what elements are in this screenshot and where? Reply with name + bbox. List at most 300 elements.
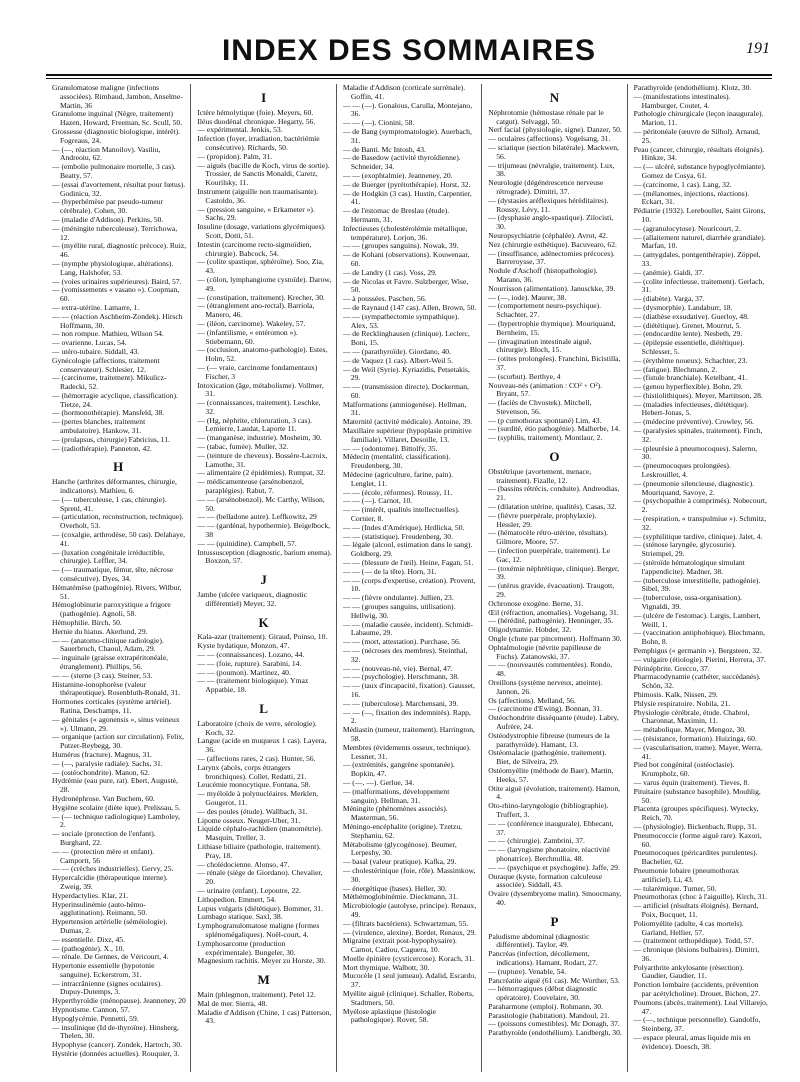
index-entry: — légale (alcool, estimation dans le sang). Goldberg, 29.: [342, 540, 473, 559]
index-entry: — (infantilisme, « entéromon »). Stiebemann, 60.: [197, 327, 298, 346]
index-entry: — (amygdales, pontgenthérapie). Zöppel, 33.: [633, 250, 761, 268]
index-entry: — basal (valeur pratique). Kafka, 29.: [342, 857, 457, 867]
index-entry: — inguinale (graisse extrapéritonéale, étranglement). Phillips, 56.: [52, 653, 168, 671]
index-entry: Poliomyélite (adulte, 4 cas mortels). Garland, Hellier, 57.: [633, 918, 744, 937]
index-entry: Hystérie (données actuelles). Rouquier, 3.: [52, 1049, 180, 1059]
index-entry: — (dystasies aréflexiques héréditaires). Roussy, Lévy, 11.: [488, 195, 609, 214]
index-entry: Intestin (carcinome recto-sigmoïdien, chirurgie). Babcock, 54.: [197, 239, 312, 258]
index-entry: — — (nécroses des membres). Steinthal, 32.: [342, 646, 468, 664]
index-entry: Main (phlegmon, traitement). Petel 12.: [197, 989, 316, 999]
index-entry: — — (traitement biologique). Ymaz Appathie, 18.: [197, 676, 309, 695]
section-letter: K: [258, 614, 269, 630]
index-entry: — de Kohani (observations). Kouwenaar, 60.: [342, 250, 470, 268]
index-entry: Obstétrique (avortement, menace, traitement). Fizalle, 12.: [488, 466, 592, 485]
index-entry: — (paralysies spinales, traitement). Finch, 32.: [633, 426, 763, 444]
index-entry: Magnesium rachitis. Meyer zu Horste, 30.: [197, 956, 326, 966]
index-entry: — urinaire (enfant). Lepoutre, 22.: [197, 885, 301, 895]
index-entry: Neurologie (dégénérescence nerveuse rétrograde). Dimitri, 37.: [488, 178, 604, 196]
index-entry: — (vomissements « vasano »). Coopman, 60.: [52, 285, 180, 304]
index-entry: — (carcinome, traitement). Mikulicz-Radecki, 52.: [52, 373, 167, 392]
index-entry: — — (— de la tête). Horn, 31.: [342, 566, 437, 576]
index-entry: — utéro-tubaire. Siddall, 43.: [52, 346, 140, 356]
index-entry: Lumbago statique. Saxl, 38.: [197, 912, 283, 922]
index-entry: — oculaires (affections). Vogelsang, 31.: [488, 134, 611, 144]
index-entry: Hyperinsulinémie (auto-hémo-agglutination). Reimann, 50.: [52, 899, 148, 918]
index-entry: — (psychopathie à comprimés). Nobecourt, 2.: [633, 496, 767, 515]
index-entry: — (agranulocytose). Nouricourt, 2.: [633, 223, 741, 233]
index-entry: — (—, iode). Maurer, 38.: [488, 292, 567, 302]
index-entry: — — (anatomo-clinique radiologie). Sauerbruch, Chaoul, Adam, 29.: [52, 635, 164, 654]
index-entry: — de Nicolas et Favre. Sulzberger, Wise, 50.: [342, 276, 469, 295]
index-entry: Nourrisson (alimentation). Janusckke, 39.: [488, 283, 616, 293]
index-entry: Méthémoglobinémie. Dieckmann, 31.: [342, 892, 459, 902]
index-entry: — (hormonothérapie). Mansfeld, 38.: [52, 408, 165, 418]
index-entry: — (ulcère de l'estomac). Largis, Lambert, Weill, 1.: [633, 610, 761, 629]
index-entry: Microbiologie (autolyse, principe). Renaux, 49.: [342, 901, 477, 919]
index-entry: — (pneumonie silencieuse, diagnostic). Mouriquand, Savoye, 2.: [633, 478, 755, 497]
index-entry: — (surdité, étio pathogénie). Malherbe, 14.: [488, 424, 621, 434]
index-entry: — (étranglement ano-rectal). Barriola, Manero, 46.: [197, 301, 315, 320]
index-entry: — essentielle. Dixz, 45.: [52, 934, 125, 944]
index-entry: Pemphigus (« germanin »). Bergsteen, 32.: [633, 646, 762, 655]
index-entry: — (connaissances, traitement). Leschke, 32.: [197, 398, 321, 416]
index-entry: — (extrémités, gangrène spontanée). Bopkin, 47.: [342, 760, 455, 779]
index-entry: — — (chirurgie). Zambrini, 37.: [488, 836, 585, 846]
index-entry: — (fatigue). Blechmann, 2.: [633, 364, 718, 374]
index-entry: Nouveau-nés (animation : CO² + O²). Bryant, 57.: [488, 380, 603, 399]
index-entry: Ponction lombaire (accidents, prévention par acétylcholine). Drouet, Bichon, 27.: [633, 980, 761, 999]
index-entry: — — (conférence inaugurale). Ebbecant, 37.: [488, 818, 614, 837]
index-entry: — (utérus gravide, évacuation). Traugott, 29.: [488, 581, 615, 600]
index-entry: — (— technique radiologique) Lamboley, 2.: [52, 811, 180, 830]
index-entry: Maladie d'Addison (corticale surrénale). Goffin, 41.: [342, 84, 466, 101]
index-entry: Hernie du hiatus. Akerlund, 29.: [52, 626, 148, 636]
index-entry: — (épilepsie essentielle, diététique). Schlesser, 5.: [633, 338, 745, 356]
index-entry: — — (nouveau-né, vie). Bernal, 47.: [342, 663, 453, 673]
index-entry: Hémophilie. Birch, 50.: [52, 618, 122, 628]
index-entry: — — (Indes d'Amérique). Hrdlicka, 50.: [342, 522, 465, 532]
index-entry: — non rompue. Mathieu, Wilson 54.: [52, 329, 164, 339]
index-entry: — (toxémie néphrétique, clinique). Berger, 39.: [488, 563, 620, 582]
index-entry: — (dysmorphie). Landaburr, 18.: [633, 302, 733, 312]
index-entry: — péritonéale (œuvre de Silhol). Arnaud, 25.: [633, 126, 760, 145]
index-entry: Mort thymique. Walbott, 30.: [342, 962, 430, 972]
index-entry: — — (psychologie). Herschmann, 38.: [342, 672, 460, 682]
index-entry: Instrument (aiguille non traumatisante). Castoldo, 36.: [197, 186, 319, 205]
index-entry: — ovarienne. Lucas, 54.: [52, 338, 127, 348]
index-entry: — (pneumocoques prolongées). Leskrouillet, 4.: [633, 461, 731, 480]
index-entry: — (sténose laryngée, glycosurie). Striempel, 29.: [633, 540, 736, 559]
index-entry: — (propidon). Palm, 31.: [197, 151, 273, 161]
index-entry: — (— vraie, carcinome fondamentaux) Fischer, 3: [197, 362, 318, 381]
section-letter: H: [113, 459, 124, 475]
index-entry: — de Bang (symptomatologie). Auerbach, 31.: [342, 126, 472, 145]
index-entry: Ictère hémolytique (foie). Meyers, 60.: [197, 107, 314, 117]
index-entry: — (otites prolongées). Franchini, Bicistilla, 37.: [488, 354, 621, 372]
index-entry: — (poissons comestibles). Mc Donagh, 37.: [488, 1019, 620, 1029]
index-entry: Larynx (abcès, corps étrangers bronchiques). Collet, Redatti, 21.: [197, 762, 307, 781]
index-entry: Pneumococcie (forme aiguë rare). Kaxori, 60.: [633, 830, 762, 849]
index-entry: Ostéomyélite (méthode de Baer). Martin, Heeks, 57.: [488, 765, 614, 784]
index-entry: — (diététique). Grenet, Mourrut, 5.: [633, 320, 742, 330]
index-entry: Hanche (arthrites déformantes, chirurgie, indications). Mathieu, 6.: [52, 477, 177, 496]
index-entry: Ophtalmologie (névrite papilleuse de Fuchs). Zatanowski, 37.: [488, 642, 602, 661]
index-entry: — — (taux d'incapacité, fixation). Gausset, 16.: [342, 681, 475, 699]
index-entry: — énergétique (bases). Heller, 30.: [342, 883, 447, 893]
index-entry: — (invagination intestinale aiguë, chirurgie). Bloch, 15.: [488, 336, 592, 355]
index-entry: Hypertension artérielle (séméiologie). Dumas, 2.: [52, 917, 168, 935]
index-entry: — (hématocèle rétro-utérine, résultats). Gilmore, Moore, 57.: [488, 528, 609, 547]
index-entry: — (— traumatique, fémur, tête, nécrose consécutive). Dyes, 34.: [52, 565, 174, 584]
index-entry: — — (—, fixation des indemnités). Rapp, 2.: [342, 707, 471, 726]
index-entry: — (méningite tuberculeuse). Terrichowa, 12.: [52, 223, 178, 242]
index-entry: Hypercalcidie (thérapeutique interne). Zweig, 39.: [52, 873, 168, 891]
index-entry: — (luxation congénitale irréductible, chirurgie). Leffler, 34.: [52, 547, 165, 566]
index-entry: — de Basedow (activité thyroïdienne). Schneider, 34.: [342, 153, 461, 172]
index-entry: — (mélanomes, injections, réactions). Eckart, 31.: [633, 188, 750, 207]
index-entry: Myélose aplastique (histologie pathologique). Rover, 58.: [342, 1006, 437, 1025]
page-header: [46, 34, 772, 76]
index-entry: Pneumothorax (choc à l'aiguille). Kirch, 31.: [633, 892, 768, 902]
index-entry: — chronique (lésions bulbaires). Dimitri, 36.: [633, 945, 760, 963]
index-entry: Humérus (fracture). Magnus, 31.: [52, 749, 152, 759]
index-entry: — (pression sanguine, « Erkameter »). Sachs, 29.: [197, 204, 315, 223]
index-entry: — — (quinidine). Campbell, 57.: [197, 538, 297, 548]
index-entry: Lipome osseux. Neuger-Uber, 31.: [197, 815, 301, 825]
index-entry: — (tuberculose interstitielle, pathogénie). Sibel, 39.: [633, 575, 761, 594]
index-entry: — de Weil (Syrie). Kyriazidis, Petsetakis, 29.: [342, 364, 470, 383]
index-entry: — de Raynaud (147 cas). Allen, Brown, 50.: [342, 302, 477, 312]
index-entry: Pancréatite aiguë (61 cas). Mc Worther, 53.: [488, 975, 620, 985]
index-entry: — — (corps d'expertise, création). Provent, 10.: [342, 575, 476, 594]
index-entry: — (hérédité, pathogénie). Henninger, 35.: [488, 616, 614, 626]
index-entry: — artificiel (résultats éloignés). Bernard, Poix, Bocquet, 11.: [633, 901, 759, 919]
index-entry: — (infection puerpérale, traitement). Le Gac, 12.: [488, 546, 611, 564]
index-entry: — (myélite rural, diagnostic précoce). Ruiz, 46.: [52, 241, 187, 260]
index-entry: Hématémèse (pathogénie). Rivers, Wilbur, 51.: [52, 582, 182, 601]
index-entry: — (prolapsus, chirurgie) Fabricius, 11.: [52, 434, 170, 444]
index-entry: Insuline (dosage, variations glycémiques). Scott, Dotti, 51.: [197, 222, 326, 240]
index-entry: — (allaitement naturel, diarrhée grandiale). Marfan, 10.: [633, 232, 766, 251]
index-entry: — (malformations, développement sanguin). Hellman, 31.: [342, 786, 450, 805]
index-entry: — (résistance, formation). Huizinga, 60.: [633, 733, 757, 743]
index-entry: Pharmacodynamie (cathéter, succédanés). Schön, 32.: [633, 672, 761, 691]
index-entry: — (colite infectieuse, traitement). Gerlach, 31.: [633, 276, 765, 295]
index-entry: Parathyroïde (endothélium). Klotz, 30.: [633, 84, 752, 92]
index-entry: — (articulation, reconstruction, technique). Overholt, 53.: [52, 512, 184, 531]
index-entry: Maladie d'Addison (Chine, 1 cas) Patterson, 43.: [197, 1007, 332, 1026]
index-entry: — (Hg, néphrite, chloruration, 3 cas). Lemierre, Laudat, Laporte 11.: [197, 415, 312, 434]
index-entry: — de Landry (1 cas). Voss, 29.: [342, 267, 437, 277]
index-column: [46, 84, 191, 1072]
index-entry: — myéloïde à polynucléaires. Merklen, Gougerot, 11.: [197, 789, 319, 807]
index-entry: — — (sympathectomie sympathique). Alex, 53.: [342, 311, 460, 330]
index-entry: — tularémique. Turner, 50.: [633, 883, 717, 893]
index-entry: — — (poumon). Martinez, 40.: [197, 667, 291, 677]
index-entry: — (— ulcéré, substance hypoglycémiante). Gomez de Cosya, 61.: [633, 162, 766, 180]
index-entry: — — (belladone autre). Leffkowitz, 29: [197, 512, 317, 522]
index-entry: — (—, paralysie radiale). Sachs, 31.: [52, 758, 163, 768]
index-entry: Hyperdactylies. Klar, 21.: [52, 890, 129, 900]
index-entry: Hypophyse (cancer). Zondek, Hartoch, 30.: [52, 1040, 182, 1050]
index-entry: — (syphilitique tardive, clinique). Jalet, 4.: [633, 531, 763, 541]
index-entry: Intoxication (âge, métabolisme). Vollmer, 31.: [197, 380, 324, 399]
index-entry: — rénale. De Gennes, de Véricourt, 4.: [52, 952, 169, 962]
index-entry: — — (blessure de l'œil). Heine, Fagan, 51.: [342, 558, 474, 568]
index-entry: — (pertes blanches, traitement ambulatoire). Hankow, 31.: [52, 417, 146, 436]
index-entry: — (comportement neuro-psychique). Schachter, 27.: [488, 301, 602, 320]
index-entry: — de Buerger (pyrétothérapie). Horst, 32.: [342, 179, 471, 189]
index-entry: Kyste hydatique, Monzon, 47.: [197, 641, 290, 651]
index-entry: Maternité (activité médicale). Antoine, 39.: [342, 417, 473, 427]
index-entry: Laboratoire (choix de verre, sérologie). Koch, 32.: [197, 718, 317, 737]
index-entry: — (anémie). Galdi, 37.: [633, 267, 705, 277]
index-entry: — organique (action sur circulation). Felix, Putzer-Reybegg, 30.: [52, 732, 185, 751]
index-entry: Hydrémie (eau pure, rat). Ebert, Augustè, 28.: [52, 776, 178, 795]
index-entry: Hypoglycémie. Pennetti, 59.: [52, 1013, 139, 1023]
index-entry: Kala-azar (traitement). Giraud, Poinso, 10.: [197, 632, 328, 642]
index-entry: Ostéomalacie (pathogénie, traitement). Biet, de Silveira, 29.: [488, 748, 607, 767]
section-letter: M: [257, 972, 270, 988]
index-entry: Ochronose exogène. Berne, 31.: [488, 598, 584, 608]
index-entry: — — (parathyroïde). Giordano, 40.: [342, 346, 451, 356]
index-entry: Méningite (phénomènes associés). Masterman, 56.: [342, 804, 448, 823]
index-entry: Pancréas (infection, décollement, indications). Hamant, Rodart, 27.: [488, 949, 598, 967]
index-entry: — vulgaire (étiologie). Pierini, Herrera, 37.: [633, 654, 766, 664]
index-entry: — cholestérinique (foie, rôle). Massimkow, 30.: [342, 865, 476, 884]
index-entry: Oreillons (système nerveux, atteinte). Jannon, 26.: [488, 678, 603, 696]
index-entry: — (maladies infectieuses, diététique). Hebert-Jonas, 5.: [633, 399, 749, 418]
index-entry: — (colite spastique, sphéroïne). Soo, Zia, 43.: [197, 257, 324, 276]
index-entry: — (diabète). Varga, 37.: [633, 294, 705, 304]
index-entry: — — (école, réformes). Roussy, 11.: [342, 487, 453, 497]
index-entry: — varus équin (traitement). Tieves, 8.: [633, 777, 750, 787]
index-entry: — — (—). Gonalous, Carulla, Montejano, 36.: [342, 100, 473, 119]
index-entry: — expérimental. Jenkis, 53.: [197, 125, 283, 135]
section-letter: I: [261, 90, 267, 105]
index-entry: — (virulence, alexine). Bordet, Renaux, 29.: [342, 927, 477, 937]
index-entry: Parasitologie (habitation). Mandoul, 21.: [488, 1010, 610, 1020]
index-entry: — — (statistique). Freudenberg, 30.: [342, 531, 453, 541]
index-entry: Jambe (ulcère variqueux, diagnostic différentiel) Meyer, 32.: [197, 590, 308, 608]
index-entry: — (carcinome, 1 cas). Lang, 32.: [633, 179, 732, 189]
index-entry: Granulome inguinal (Nègre, traitement) Hazen, Howard, Freeman, Sc. Scull, 50.: [52, 109, 183, 128]
index-entry: — — (psychique et psychogène). Jaffe, 29.: [488, 862, 620, 872]
section-letter: L: [259, 701, 268, 716]
index-entry: Lithopedion. Emmert, 54.: [197, 894, 277, 904]
index-entry: — de l'estomac de Breslau (étude). Hermann, 31.: [342, 206, 450, 224]
index-entry: — (teinture de cheveux). Bossère-Lacroix, Lamothe, 31.: [197, 450, 328, 469]
index-entry: Lymphosarcome (production expérimentale). Bungeler, 30.: [197, 938, 296, 957]
index-entry: — aiguës (bacille de Koch, virus de sortie). Trossier, de Sanctis Monaldi, Caretz, Kourilsky, 11.: [197, 160, 330, 188]
index-entry: Grossesse (diagnostic biologique, intérêt). Fogreaus, 24.: [52, 126, 181, 145]
index-entry: — — (groupes sanguins, utilisation). Hellwig, 30.: [342, 602, 456, 620]
index-entry: Moelle épinière (cysticercose). Korach, 31.: [342, 953, 475, 963]
index-entry: — (tabac, fumée). Muller, 32.: [197, 442, 289, 452]
index-entry: — cholédocienne. Alonso, 47.: [197, 859, 290, 869]
index-entry: — (ostéochondrite). Manon, 62.: [52, 767, 150, 777]
index-entry: — intracrânienne (signes oculaires). Dupuy-Dutemps, 3.: [52, 978, 163, 997]
index-entry: — — (groupes sanguins). Nowak, 39.: [342, 241, 459, 251]
index-entry: — rénale (siège de Giordano). Chevalier, 20.: [197, 868, 323, 887]
index-entry: — — (crèches industrielles). Gervy, 25.: [52, 864, 174, 874]
index-entry: — à poussées. Paschen, 56.: [342, 294, 427, 304]
index-entry: — de Recklinghausen (clinique). Leclerc, Boni, 15.: [342, 329, 470, 348]
index-entry: — (—, réaction Manoilov). Vasiliu, Andreoiu, 62.: [52, 144, 161, 163]
index-entry: — (filtrats bactériens). Schwartzman, 55.: [342, 918, 469, 928]
index-entry: — — (odontome). Bittolfy, 35.: [342, 443, 438, 453]
index-entry: Mal de mer. Sierra, 48.: [197, 998, 268, 1008]
index-entry: Langue (acide en muqueux 1 cas). Layera, 36.: [197, 736, 327, 755]
index-column: [191, 84, 336, 1072]
index-entry: — (traitement orthopédique). Todd, 57.: [633, 936, 754, 946]
index-entry: Pituitaire (substance basophile). Mouhlig, 50.: [633, 786, 761, 805]
index-entry: — (histiolithiques). Meyer, Martinson, 28.: [633, 390, 763, 400]
index-entry: Pneumocoques (péricardites purulentes). Bachelier, 62.: [633, 848, 758, 867]
index-entry: — (coxalgie, arthrodèse, 50 cas). Delahaye, 41.: [52, 530, 186, 548]
index-entry: — (côlon, lymphangiome cystoïde). Darow, 49.: [197, 274, 332, 293]
index-entry: Œil (réfraction, anomalies). Vogelsang, 31.: [488, 607, 619, 617]
index-entry: — (hyperhémèse par pseudo-tumeur cérébrale). Cohen, 30.: [52, 197, 164, 216]
index-entry: — — (transmission directe). Dockerman, 60.: [342, 382, 469, 400]
index-entry: — espace pleural, amas liquide mis en évidence). Doesch, 38.: [633, 1033, 751, 1051]
index-entry: — génitales (« agonensis », sinus veineux »). Ulmann, 29.: [52, 714, 180, 733]
index-entry: — (— tuberculeuse, 1 cas, chirurgie). Sprenl, 41.: [52, 494, 167, 513]
index-entry: — — (maladie causée, incident). Schmidt-Labaume, 29.: [342, 619, 473, 638]
index-entry: Histamine-ionophorèse (valeur thérapeutique). Rosenbluth-Ronald, 31.: [52, 679, 180, 698]
index-entry: Périnéphrite. Grecco, 37.: [633, 663, 710, 673]
index-entry: — (respiration, « transpulmiue »). Schmitz, 32.: [633, 514, 767, 532]
index-entry: Hydronéphrose. Van Buchem, 60.: [52, 793, 155, 803]
index-entry: — des poules (étude). Wallbach, 31.: [197, 806, 308, 816]
index-entry: — — (laryngisme phonatoire, réactivité phonatrice). Berchnullia, 48.: [488, 845, 610, 863]
index-entry: — (stéroïde hématologique simulant l'appendicite). Madner, 38.: [633, 558, 745, 576]
index-entry: Membres (évidements osseux, technique). Lessner, 31.: [342, 742, 471, 761]
index-entry: Nodule d'Aschoff (histopathologie). Marano, 36.: [488, 266, 598, 284]
index-entry: Leucémie monocytique. Fontana, 58.: [197, 780, 311, 790]
index-entry: Nez (chirurgie esthétique). Bacuvearo, 62.: [488, 239, 617, 249]
index-entry: Hypertonie essentielle (hypotonie sanguine). Eckerstrom, 31.: [52, 961, 155, 979]
index-entry: — (scorbut). Berthye, 4: [488, 371, 561, 381]
index-entry: — (pathogénie). X., 10.: [52, 943, 125, 953]
index-entry: Ouraque (kyste, formation calculeuse associée). Siddall, 43.: [488, 871, 603, 890]
index-entry: Ostéochondrite disséquante (étude). Labry, Aufrère, 24.: [488, 713, 619, 731]
index-entry: Pathologie chirurgicale (leçon inaugurale). Marion, 11.: [633, 109, 764, 128]
index-entry: — (diathèse exsudative). Guerloy, 48.: [633, 311, 749, 321]
index-entry: Myélite aiguë (clinique). Schaller, Roberts, Stadtmers, 50.: [342, 989, 474, 1007]
index-entry: Ovaire (dysembryome malin). Smoocmany, 40.: [488, 889, 622, 907]
index-entry: — (bassins rétrécis, conduite). Andreodias, 21.: [488, 484, 620, 503]
index-entry: Parathyroïde (endothélium). Landbergh, 30.: [488, 1028, 622, 1038]
index-entry: Mucocèle (1 seul jumeau). Adalid, Escardo, 37.: [342, 971, 477, 990]
index-entry: Pied bot congénital (ostéoclasie). Krumpholz, 60.: [633, 760, 735, 779]
index-entry: Pneumonie lobaire (pneumothorax artificiel). Li, 43.: [633, 865, 740, 884]
index-entry: — (embolie pulmonaire mortelle, 3 cas). Beatty, 57.: [52, 162, 176, 180]
index-entry: Médiastin (tumeur, traitement). Harrington, 58.: [342, 725, 475, 743]
index-columns: [46, 84, 772, 1072]
index-entry: — — (réaction Aschheim-Zondek). Hirsch Hoffmann, 30.: [52, 311, 183, 330]
index-entry: — — (tuberculose). Marchensani, 39.: [342, 698, 459, 708]
index-entry: Neuropsychiatrie (céphalée). Avrot, 42.: [488, 230, 608, 240]
index-entry: — (manganèse, industrie). Mosheim, 30.: [197, 433, 322, 443]
index-entry: — — (arsénobenzol). Mc Carthy, Wilson, 50.: [197, 494, 325, 513]
index-entry: Os (affections). Melland, 56.: [488, 695, 576, 705]
index-entry: Lymphogranulomatose maligne (formes splénomégaliques). Noël-court, 4.: [197, 921, 320, 939]
index-entry: Infection (foyer, irradiation, bactériémie consécutive). Richards, 50.: [197, 134, 320, 152]
index-column: [482, 84, 627, 1072]
index-entry: Migraine (extrait post-hypophysaire). Carnot, Cadiou, Caguera, 10.: [342, 936, 457, 955]
index-entry: — (iléon, carcinome). Wakeley, 57.: [197, 318, 306, 328]
index-entry: Peau (cancer, chirurgie, résultats éloignés). Hinkze, 34.: [633, 144, 765, 163]
index-entry: Placenta (groupes spécifiques). Wytecky, Reich, 70.: [633, 804, 759, 823]
index-entry: — (carcinome d'Ewing). Bonnan, 31.: [488, 704, 602, 714]
index-entry: Granulomatose maligne (infections associées). Rimbaud, Jambon, Anselme-Martin, 36: [52, 84, 183, 110]
index-entry: Hygiène scolaire (diète ique). Prelissau, 5.: [52, 802, 181, 812]
index-entry: — (fistule branchiale). Ketelbant, 41.: [633, 373, 748, 383]
index-entry: Médecin (mentalité, classification). Freudenberg, 30.: [342, 452, 451, 471]
index-entry: — — (—). Carnot, 10.: [342, 496, 413, 506]
page-title: INDEX DES SOMMAIRES: [221, 34, 597, 67]
index-entry: Néphrotomie (hémostase rénale par le catgut). Selvaggi, 50.: [488, 107, 604, 126]
index-entry: — — (nouveautés commentées). Rondo, 48.: [488, 660, 613, 679]
index-entry: — (constipation, traitement). Krecher, 30.: [197, 292, 325, 302]
index-entry: — (fièvre puerpérale, prophylaxie). Hessler, 29.: [488, 510, 597, 529]
index-entry: — (médecine préventive). Crowley, 56.: [633, 417, 754, 427]
index-entry: Paraharmone (emploi). Rohmann, 30.: [488, 1001, 603, 1011]
index-entry: Iléus duodénal chronique. Hegarty, 56.: [197, 116, 316, 126]
index-entry: Otite aiguë (évolution, traitement). Hamon, 4.: [488, 783, 621, 802]
index-entry: Poumons (abcès, traitement). Leal Villarejo, 47.: [633, 997, 768, 1016]
index-entry: — (—, —). Gerlue, 34.: [342, 777, 415, 787]
index-entry: — insulinique (Id de-thyroïne). Hinsberg, Thelen, 30.: [52, 1022, 179, 1041]
index-entry: — (genou hyperflexible). Bohn, 29.: [633, 382, 743, 392]
index-entry: — (physiologie). Bickenbach, Rupp, 31.: [633, 821, 757, 831]
index-column: [628, 84, 772, 1072]
index-entry: Polyarthrite ankylosante (résection). Gaudier, Gaudier, 11.: [633, 962, 744, 981]
index-entry: — (maladie d'Addison). Perkins, 50.: [52, 214, 164, 224]
index-entry: Lupus vulgaris (diététique). Bommer, 31.: [197, 903, 324, 913]
index-entry: — (occlusion, anatomo-pathologie). Estes, Holm, 52.: [197, 345, 328, 364]
index-entry: — — (foie, rupture). Sarabini, 14.: [197, 658, 302, 668]
index-entry: — (rupture). Venable, 54.: [488, 966, 567, 976]
index-entry: — — (sterne (3 cas). Steiner, 53.: [52, 670, 153, 680]
index-entry: — (radiothérapie). Panneton, 42.: [52, 443, 152, 453]
index-entry: — — (intérêt, qualités intellectuelles). Cornier, 8.: [342, 505, 460, 524]
index-entry: Médecine (agriculture, farine, pain). Lenglet, 11.: [342, 470, 453, 488]
index-entry: Hyperthyroïdie (ménopause). Jeanneney, 20: [52, 996, 186, 1006]
index-entry: Paludisme abdominal (diagnostic différentiel). Taylor, 49.: [488, 931, 590, 950]
index-entry: — (pleurésie à pneumocoques). Salerno, 30.: [633, 443, 758, 462]
index-entry: Phimosis. Kalk, Nissen, 29.: [633, 689, 718, 699]
index-entry: — (vascularisation, trame). Mayer, Werra, 41.: [633, 742, 763, 761]
index-entry: Ostéodystrophie fibreuse (tumeurs de la parathyroïde). Hamant, 13.: [488, 730, 610, 749]
page-number: 191: [746, 40, 770, 57]
index-entry: Lithiase biliaire (pathologie, traitement). Pray, 18.: [197, 841, 321, 860]
index-entry: — (dilatation utérine, qualités). Casas, 32.: [488, 502, 617, 512]
index-entry: Physiologie cérébrale, étude. Chabrol, Charonnat, Maximin, 11.: [633, 707, 750, 726]
index-entry: Méningo-encéphalite (origine). Tzetzu, Stephaniu, 62.: [342, 821, 463, 840]
index-entry: Malformations (amniogenèse). Hellman, 31.: [342, 399, 467, 418]
index-entry: — (endocardite lente). Nesbeth, 29.: [633, 329, 743, 339]
index-entry: — trijumeau (névralgie, traitement). Lux, 38.: [488, 160, 615, 179]
index-entry: — médicamenteuse (arsénobenzol, paraplégies). Rabut, 7.: [197, 477, 304, 496]
index-column: [337, 84, 482, 1072]
index-entry: Phlysie respiratoire. Nobila, 21.: [633, 698, 731, 708]
index-entry: Métabolisme (glycogénose). Beumer, Lerpeshy, 30.: [342, 839, 457, 858]
section-letter: J: [260, 572, 267, 588]
index-entry: Intussusception (diagnostic, barium enema). Boxzon, 57.: [197, 547, 332, 566]
index-entry: — — (gardénal, hypothermie). Beigelbock, 38: [197, 521, 331, 540]
